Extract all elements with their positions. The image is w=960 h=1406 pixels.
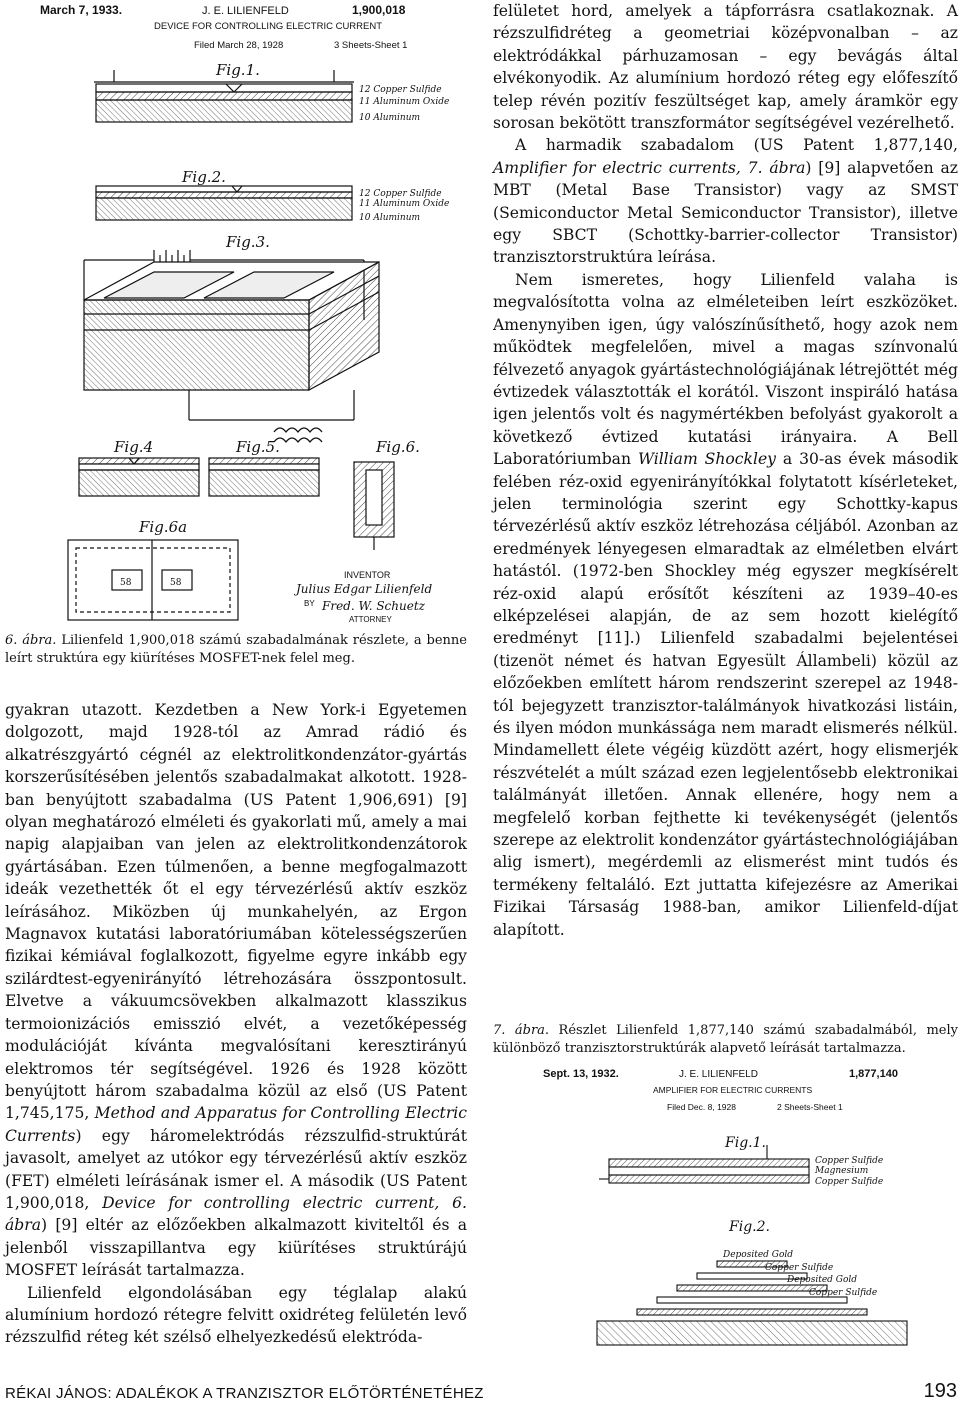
left-paragraph-2: Lilienfeld elgondolásában egy téglalap alakú alumínium hordozó rétegre felvitt oxidréteg felületén levő rézszulfid réteg két szélső elhelyezkedésű elektróda- (5, 1283, 467, 1347)
right-paragraph-2 (493, 134, 958, 268)
figure-7-caption (493, 1022, 958, 1057)
left-p1-text-c: ) [9] eltér az előzőekben alkalmazott kiviteltől és a jelenből visszapillantva egy kiürítéses struktúrájú MOSFET leírását tartalmazza. (5, 1216, 467, 1280)
fig7-header-sheets: 2 Sheets-Sheet 1 (777, 1102, 843, 1112)
fig6-header-title: DEVICE FOR CONTROLLING ELECTRIC CURRENT (154, 21, 383, 32)
fig5-drawing (209, 428, 322, 496)
by-label: BY (304, 599, 315, 608)
fig7-fig1-layer-3: Copper Sulfide (815, 1177, 884, 1187)
fig1-layer-label-10: 10 Aluminum (359, 113, 421, 123)
fig7-fig2-layer-2: Copper Sulfide (765, 1263, 834, 1273)
left-p1-text-a: gyakran utazott. Kezdetben a New York-i Egyetemen dolgozott, majd 1928-tól az Amrad rádió és alkatrészgyártó cégnél az elektrolitkondenzátor-gyártás korszerűsítésében jelentős szabadalmakat alkotott. 1928-ban benyújtott szabadalma (US Patent 1,906,691) [9] olyan meghatározó elméleti és gyakorlati mű, amely a mai napig alapjaiban van jelen az elektrolitkondenzátorok gyártásában. Ezen túlmenően, a benne megfogalmazott ideák vezethették őt el egy térvezérlésű aktív eszköz leírásához. Miközben új munkahelyén, az Ergon Magnavox kutatási laboratóriumában kötelességszerűen fizikai kémiával foglalkozott, figyelme egyre inkább egy szilárdtest-egyenirányító létrehozására összpontosult. Elvetve a vákuumcsövekben alkalmazott klasszikus termoionizációs emisszió elvét, a vezetőképesség modulációját kívánta megvalósítani keresztirányú elektromos tér segítségével. 1926 és 1928 között benyújtott három szabadalma közül az első (US Patent 1,745,175, (5, 701, 467, 1123)
fig7-fig1-drawing (599, 1135, 809, 1183)
figure-7-caption-number: 7. ábra. (493, 1023, 550, 1038)
fig7-fig1-layer-2: Magnesium (815, 1166, 869, 1176)
fig6-header-number: 1,900,018 (352, 3, 406, 17)
figure-7-caption-text: Részlet Lilienfeld 1,877,140 számú szabadalmából, mely különböző tranzisztorstruktúrák alapvető leírását tartalmazza. (493, 1023, 958, 1056)
fig7-header-filed: Filed Dec. 8, 1928 (667, 1102, 736, 1112)
right-p3-text-a: Nem ismeretes, hogy Lilienfeld valaha is megvalósította volna az elméleteiben leírt eszközöket. Amenynyiben igen, úgy valószínűsíthető, hogy azok nem működtek megfelelően, mivel a magas színvonalú félvezető anyagok gyártástechnológiájának létrejöttét még évtizedek választották el korától. Viszont inspiráló hatása igen jelentős volt és nagymértékben befolyást gyakorolt a következő évtized kutatási irányaira. A Bell Laboratóriumban (493, 270, 959, 469)
right-column-text (493, 0, 958, 941)
inventor-label: INVENTOR (344, 570, 391, 580)
patent-1877140-drawing (537, 1063, 917, 1353)
fig7-header-number: 1,877,140 (849, 1068, 898, 1080)
left-p1-italic-title-2: Device for controlling electric current, 6. ábra (5, 1193, 467, 1235)
running-footer-title: RÉKAI JÁNOS: ADALÉKOK A TRANZISZTOR ELŐTÖRTÉNETÉHEZ (5, 1385, 484, 1402)
fig2-layer-label-11: 11 Aluminum Oxide (359, 199, 450, 209)
svg-text:58: 58 (120, 578, 132, 588)
fig7-fig2-layer-3: Deposited Gold (787, 1275, 858, 1285)
attorney-label: ATTORNEY (349, 615, 392, 624)
right-p2-text-a: A harmadik szabadalom (US Patent 1,877,140, (515, 136, 958, 155)
left-p1-text-b: ) egy háromelektródás rézszulfid-struktúrát javasolt, amelyet az utókor egy térvezérlésű aktív eszköz (FET) elméleti leírásának ismer el. A második (US Patent 1,900,018, (5, 1126, 467, 1212)
fig3-label: Fig.3. (226, 233, 270, 251)
right-p2-text-b: ) [9] alapvetően az MBT (Metal Base Transistor) vagy az SMST (Semiconductor Metal Semiconductor Transistor), illetve egy SBCT (Schottky-barrier-collector Transistor) tranzisztorstruktúra leírása. (493, 158, 958, 267)
fig6-header-sheets: 3 Sheets-Sheet 1 (334, 40, 408, 51)
fig1-drawing (94, 61, 354, 122)
attorney-signature: Fred. W. Schuetz (322, 599, 425, 613)
fig7-fig1-label: Fig.1. (725, 1135, 766, 1151)
right-p3-italic-name: William Shockley (637, 450, 776, 469)
fig2-drawing (96, 168, 352, 220)
page-number: 193 (923, 1380, 957, 1402)
right-p2-italic-title: Amplifier for electric currents, 7. ábra (493, 158, 806, 177)
right-p3-text-b: a 30-as évek második felében réz-oxid egyenirányítókkal folytatott kísérleteket, jelen terminológia szerint egy Schottky-kapus térvezérlésű aktív eszköz létrehozása céljából. Azonban az eredmények lényegesen elmaradtak az elméletben elvárt hatástól. (1972-ben Shockley még egyszer megkísérelt réz-oxid alapú erősítőt készíteni az 1939–40-es elképzelései alapján, de az sem hozott kielégítő eredményt [11].) Lilienfeld szabadalmi bejelentései (tizenöt német és hatvan Egyesült Állambeli) közül az előzőekben említett három rendszerint szerepel az 1948-tól bejegyzett tranzisztor-találmányok hivatkozási listáin, és ilyen módon munkássága nem maradt elismerés nélkül. Mindamellett élete végéig küzdött azért, hogy elismerjék részvételét a múlt század ezen legjelentősebb elektronikai találmányát illetően. Annak ellenére, hogy nem a megfelelő korban fejthette ki tevékenységét (jelentős szerepe az elektrolit kondenzátor gyártástechnológiájában alig ismert), megérdemli az elismerést mint tudós és termékeny feltaláló. Ezt juttatta kifejezésre az Amerikai Fizikai Társaság 1988-ban, amikor Lilienfeld-díjat alapított. (493, 450, 958, 939)
fig7-fig2-layer-1: Deposited Gold (723, 1250, 794, 1260)
fig5-label: Fig.5. (236, 438, 280, 456)
figure-6-patent-drawing (4, 0, 470, 625)
svg-text:58: 58 (170, 578, 182, 588)
fig7-fig2-label: Fig.2. (729, 1219, 770, 1235)
figure-6-caption (5, 632, 467, 667)
fig1-label: Fig.1. (216, 61, 260, 79)
fig4-drawing (79, 438, 199, 496)
fig7-fig2-drawing (597, 1219, 907, 1345)
fig7-header-title: AMPLIFIER FOR ELECTRIC CURRENTS (653, 1085, 813, 1095)
fig1-layer-label-11: 11 Aluminum Oxide (359, 97, 450, 107)
patent-1900018-drawing (4, 0, 470, 625)
fig7-header-inventor: J. E. LILIENFELD (679, 1069, 758, 1080)
fig6-header-date: March 7, 1933. (40, 3, 123, 17)
fig6-drawing (354, 438, 420, 550)
fig2-label: Fig.2. (182, 168, 226, 186)
inventor-name: Julius Edgar Lilienfeld (296, 582, 433, 596)
fig4-label: Fig.4 (114, 438, 154, 456)
fig6-header-inventor: J. E. LILIENFELD (202, 5, 289, 17)
fig7-fig1-layer-1: Copper Sulfide (815, 1156, 884, 1166)
figure-6-caption-number: 6. ábra. (5, 633, 57, 648)
left-column-text (5, 699, 467, 1349)
right-paragraph-3 (493, 269, 958, 941)
figure-6-caption-text: Lilienfeld 1,900,018 számú szabadalmának részlete, a benne leírt struktúra egy kiürítéses MOSFET-nek felel meg. (5, 633, 467, 666)
left-p1-italic-title-1: Method and Apparatus for Controlling Electric Currents (5, 1104, 467, 1145)
left-paragraph-1 (5, 699, 467, 1282)
inventor-block (293, 570, 432, 624)
fig6a-drawing (68, 518, 238, 620)
fig2-layer-label-10: 10 Aluminum (359, 213, 421, 223)
fig6-header-filed: Filed March 28, 1928 (194, 40, 284, 51)
fig6a-label: Fig.6a (139, 518, 188, 536)
figure-7-patent-drawing (537, 1063, 917, 1353)
fig2-layer-label-12: 12 Copper Sulfide (359, 189, 442, 199)
right-paragraph-1: felületet hord, amelyek a tápforrásra csatlakoznak. A rézszulfidréteg a geometriai középvonalban – az elektródákkal párhuzamosan – egy bevágás által elvékonyodik. Az alumínium hordozó réteg egy előfeszítő telep révén pozitív feszültséget kap, amely áramkör egy sorosan bekötött transzformátor segítségével vezérelhető. (493, 2, 958, 133)
fig6-inner-label: Fig.6. (376, 438, 420, 456)
fig7-header-date: Sept. 13, 1932. (543, 1068, 619, 1080)
fig7-fig2-layer-4: Copper Sulfide (809, 1288, 878, 1298)
fig3-drawing (84, 233, 379, 420)
fig1-layer-label-12: 12 Copper Sulfide (359, 85, 442, 95)
